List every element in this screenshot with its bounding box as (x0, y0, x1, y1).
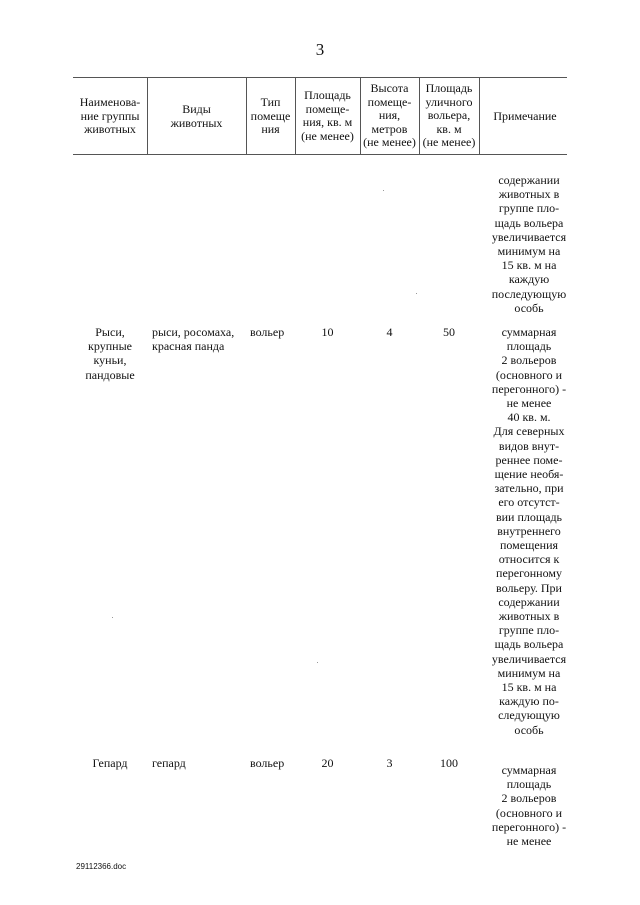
row-cheetah-room-type: вольер (250, 756, 285, 770)
scan-speck (317, 662, 318, 663)
scan-speck (383, 190, 384, 191)
footer-filename: 29112366.doc (76, 862, 127, 871)
table-header-rule (73, 154, 567, 155)
row-cheetah-species: гепард (152, 756, 186, 770)
row-lynx-room-height: 4 (386, 325, 393, 339)
header-species: Виды животных (170, 102, 223, 130)
scan-speck (416, 293, 417, 294)
row-lynx-group: Рыси, крупные куньи, пандовые (85, 325, 135, 382)
row-cheetah-room-height: 3 (386, 756, 393, 770)
row-cheetah-room-area: 20 (321, 756, 334, 770)
row-lynx-note: суммарная площадь 2 вольеров (основного и перегонного) - не менее 40 кв. м. Для северных видов внут- реннее поме- щение необя- зательно, при его отсутст- вии площадь внутреннего помещения относится к перегонному вольеру. При содержании животных в группе пло- щадь вольера увеличивается минимум на 15 кв. м на каждую по- следующую особь (491, 325, 567, 737)
header-room-area: Площадь помеще- ния, кв. м (не менее) (301, 88, 354, 143)
row-lynx-room-area: 10 (321, 325, 334, 339)
row-lynx-room-type: вольер (250, 325, 285, 339)
row-lynx-outdoor-area: 50 (443, 325, 455, 339)
scan-speck (112, 617, 113, 618)
page-number: 3 (315, 40, 325, 59)
continuation-note: содержании животных в группе пло- щадь вольера увеличивается минимум на 15 кв. м на каждую последующую особь (491, 173, 567, 315)
row-cheetah-group: Гепард (92, 756, 128, 770)
header-room-height: Высота помеще- ния, метров (не менее) (363, 81, 416, 149)
header-note: Примечание (493, 109, 557, 123)
row-cheetah-note: суммарная площадь 2 вольеров (основного и перегонного) - не менее (491, 763, 567, 849)
row-lynx-species: рыси, росомаха, красная панда (152, 325, 235, 354)
header-room-type: Тип помеще ния (250, 95, 291, 136)
header-group: Наименова- ние группы животных (79, 95, 141, 136)
row-cheetah-outdoor-area: 100 (440, 756, 458, 770)
header-outdoor-area: Площадь уличного вольера, кв. м (не менее) (422, 81, 476, 149)
